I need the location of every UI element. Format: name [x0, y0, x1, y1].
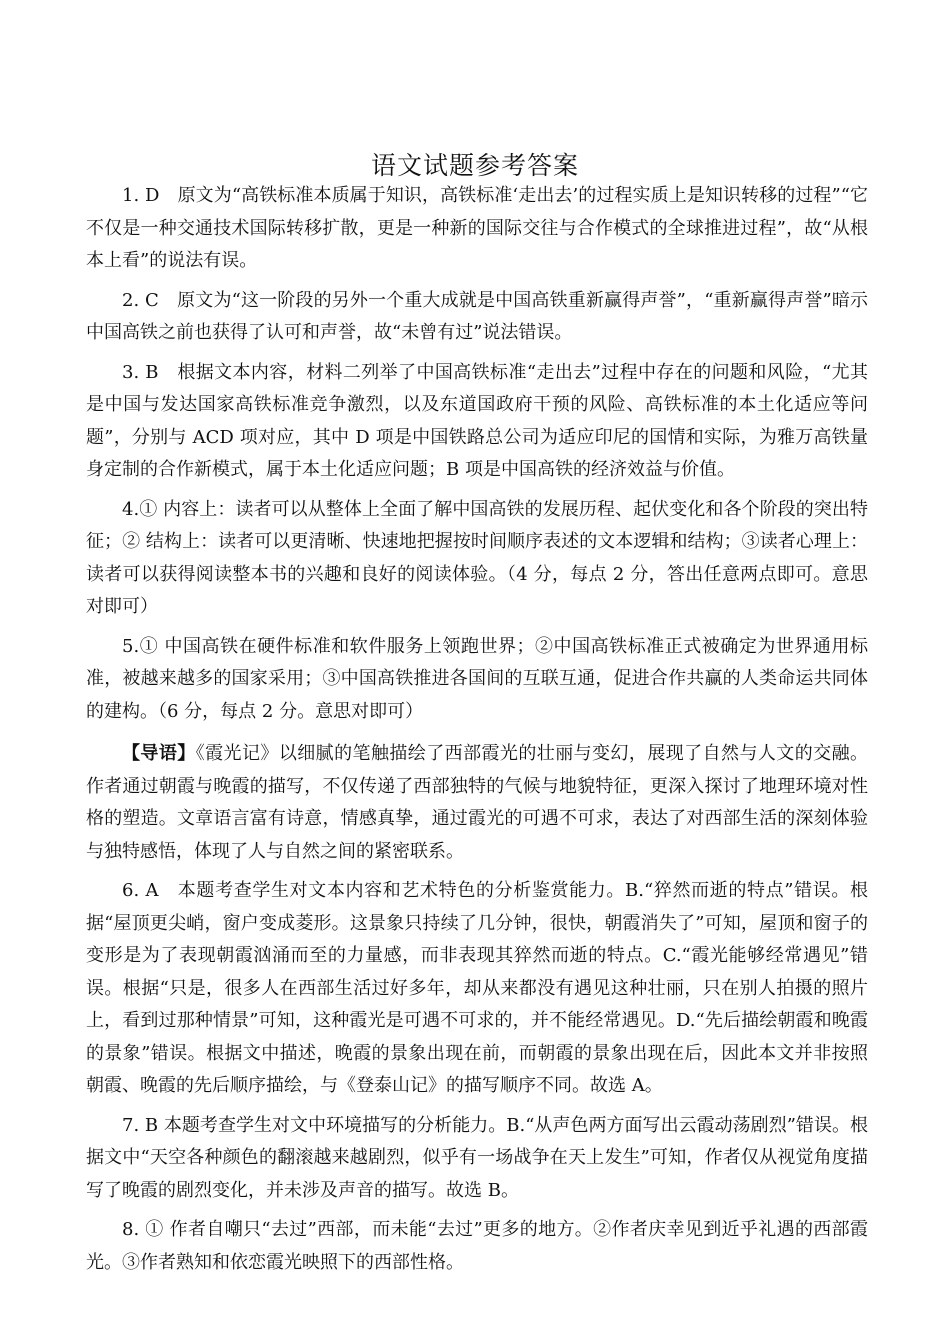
answer-q1: 1. D 原文为“高铁标准本质属于知识，高铁标准‘走出去’的过程实质上是知识转移的过程”“它不仅是一种交通技术国际转移扩散，更是一种新的国际交往与合作模式的全球推进过程”，故“从根本上看”的说法有误。 [86, 185, 868, 271]
answer-q6: 6. A 本题考查学生对文本内容和艺术特色的分析鉴赏能力。B.“猝然而逝的特点”错误。根据“屋顶更尖峭，窗户变成菱形。这景象只持续了几分钟，很快，朝霞消失了”可知，屋顶和窗子的变形是为了表现朝霞汹涌而至的力量感，而非表现其猝然而逝的特点。C.“霞光能够经常遇见”错误。根据“只是，很多人在西部生活过好多年，却从来都没有遇见这种壮丽，只在别人拍摄的照片上，看到过那种情景”可知，这种霞光是可遇不可求的，并不能经常遇见。D.“先后描绘朝霞和晚霞的景象”错误。根据文中描述，晚霞的景象出现在前，而朝霞的景象出现在后，因此本文并非按照朝霞、晚霞的先后顺序描绘，与《登泰山记》的描写顺序不同。故选 A。 [86, 880, 868, 1096]
answer-q7: 7. B 本题考查学生对文中环境描写的分析能力。B.“从声色两方面写出云霞动荡剧烈”错误。根据文中“天空各种颜色的翻滚越来越剧烈，似乎有一场战争在天上发生”可知，作者仅从视觉角度描写了晚霞的剧烈变化，并未涉及声音的描写。故选 B。 [86, 1114, 868, 1201]
lead-tag: 【导语】 [122, 743, 196, 764]
answer-content [86, 180, 868, 1286]
page-title: 语文试题参考答案 [370, 151, 579, 180]
lead-paragraph [86, 738, 868, 868]
answer-q2: 2. C 原文为“这一阶段的另外一个重大成就是中国高铁重新赢得声誉”，“重新赢得声誉”暗示中国高铁之前也获得了认可和声誉，故“未曾有过”说法错误。 [86, 289, 868, 343]
answer-q5: 5.① 中国高铁在硬件标准和软件服务上领跑世界；②中国高铁标准正式被确定为世界通用标准，被越来越多的国家采用；③中国高铁推进各国间的互联互通，促进合作共赢的人类命运共同体的建构。（6 分，每点 2 分。意思对即可） [86, 635, 868, 722]
answer-q8: 8. ① 作者自嘲只“去过”西部，而未能“去过”更多的地方。②作者庆幸见到近乎礼遇的西部霞光。③作者熟知和依恋霞光映照下的西部性格。 [86, 1219, 868, 1273]
answer-q4: 4.① 内容上：读者可以从整体上全面了解中国高铁的发展历程、起伏变化和各个阶段的突出特征；② 结构上：读者可以更清晰、快速地把握按时间顺序表述的文本逻辑和结构；③读者心理上：读者可以获得阅读整本书的兴趣和良好的阅读体验。（4 分，每点 2 分，答出任意两点即可。意思对即可） [86, 498, 868, 617]
lead-text: 《霞光记》以细腻的笔触描绘了西部霞光的壮丽与变幻，展现了自然与人文的交融。作者通过朝霞与晚霞的描写，不仅传递了西部独特的气候与地貌特征，更深入探讨了地理环境对性格的塑造。文章语言富有诗意，情感真挚，通过霞光的可遇不可求，表达了对西部生活的深刻体验与独特感悟，体现了人与自然之间的紧密联系。 [86, 743, 868, 862]
answer-q3: 3. B 根据文本内容，材料二列举了中国高铁标准“走出去”过程中存在的问题和风险，“尤其是中国与发达国家高铁标准竞争激烈，以及东道国政府干预的风险、高铁标准的本土化适应等问题”，分别与 ACD 项对应，其中 D 项是中国铁路总公司为适应印尼的国情和实际，为雅万高铁量身定制的合作新模式，属于本土化适应问题；B 项是中国高铁的经济效益与价值。 [86, 361, 868, 480]
